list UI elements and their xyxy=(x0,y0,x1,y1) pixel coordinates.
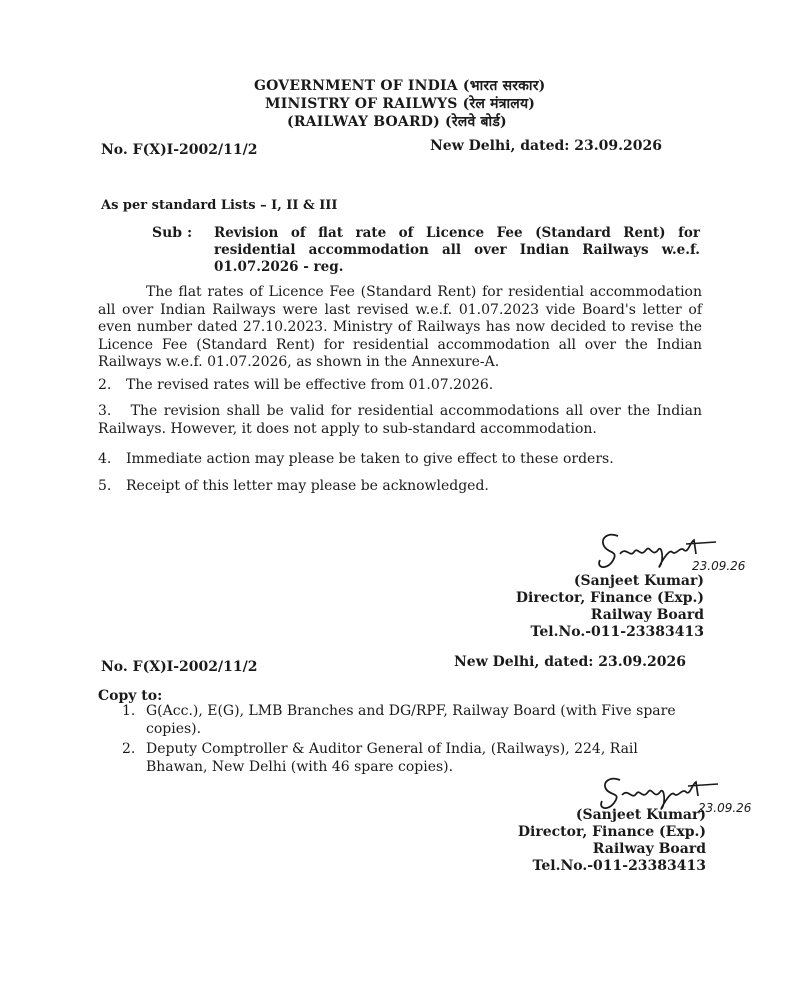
reference-date-2: New Delhi, dated: 23.09.2026 xyxy=(454,654,686,670)
paragraph-2-number: 2. xyxy=(98,377,112,393)
signatory-1-name: (Sanjeet Kumar) xyxy=(573,573,704,589)
signatory-2-office: Railway Board xyxy=(592,841,706,857)
paragraph-4: Immediate action may please be taken to give effect to these orders. xyxy=(126,451,614,467)
reference-number-2: No. F(X)I-2002/11/2 xyxy=(101,659,258,675)
signature-1-date: 23.09.26 xyxy=(692,559,746,573)
signatory-2-designation: Director, Finance (Exp.) xyxy=(517,824,706,840)
paragraph-3-number: 3. xyxy=(98,403,112,419)
signatory-2-name: (Sanjeet Kumar) xyxy=(575,807,706,823)
header-board: (RAILWAY BOARD) (रेलवे बोर्ड) xyxy=(287,114,507,130)
signature-2-date: 23.09.26 xyxy=(698,801,752,815)
reference-number: No. F(X)I-2002/11/2 xyxy=(101,142,258,158)
copy-to-label: Copy to: xyxy=(98,688,163,704)
copy-item-1: G(Acc.), E(G), LMB Branches and DG/RPF, Railway Board (with Five spare copies). xyxy=(146,703,676,737)
paragraph-3 xyxy=(98,403,702,438)
subject-text: Revision of flat rate of Licence Fee (Standard Rent) for residential accommodation all over Indian Railways w.e.f. 01.07.2026 - reg. xyxy=(214,225,700,275)
signatory-2-tel: Tel.No.-011-23383413 xyxy=(532,858,706,874)
signatory-1-tel: Tel.No.-011-23383413 xyxy=(530,624,704,640)
paragraph-1: The flat rates of Licence Fee (Standard Rent) for residential accommodation all over Indian Railways were last revised w.e.f. 01.07.2023 vide Board's letter of even number dated 27.10.2023. Ministry of Railways has now decided to revise the Licence Fee (Standard Rent) for residential accommodation all over the Indian Railways w.e.f. 01.07.2026, as shown in the Annexure-A. xyxy=(98,284,702,370)
copy-item-1-number: 1. xyxy=(122,703,136,719)
copy-item-2: Deputy Comptroller & Auditor General of India, (Railways), 224, Rail Bhawan, New Delhi (with 46 spare copies). xyxy=(146,741,638,775)
header-government: GOVERNMENT OF INDIA (भारत सरकार) xyxy=(254,78,546,94)
copy-item-2-number: 2. xyxy=(122,741,136,757)
paragraph-2: The revised rates will be effective from 01.07.2026. xyxy=(126,377,494,393)
paragraph-4-number: 4. xyxy=(98,451,112,467)
header-ministry: MINISTRY OF RAILWYS (रेल मंत्रालय) xyxy=(265,96,536,112)
paragraph-5: Receipt of this letter may please be acknowledged. xyxy=(126,478,489,494)
addressee: As per standard Lists – I, II & III xyxy=(101,198,338,213)
signatory-1-designation: Director, Finance (Exp.) xyxy=(515,590,704,606)
signatory-1-office: Railway Board xyxy=(590,607,704,623)
paragraph-5-number: 5. xyxy=(98,478,112,494)
subject-label: Sub : xyxy=(152,225,193,241)
signature-1-block xyxy=(516,573,704,641)
paragraph-3-text: The revision shall be valid for residential accommodations all over the Indian Railways. However, it does not apply to sub-standard accommodation. xyxy=(98,403,702,437)
reference-date: New Delhi, dated: 23.09.2026 xyxy=(430,138,662,154)
signature-2-block xyxy=(518,807,706,875)
